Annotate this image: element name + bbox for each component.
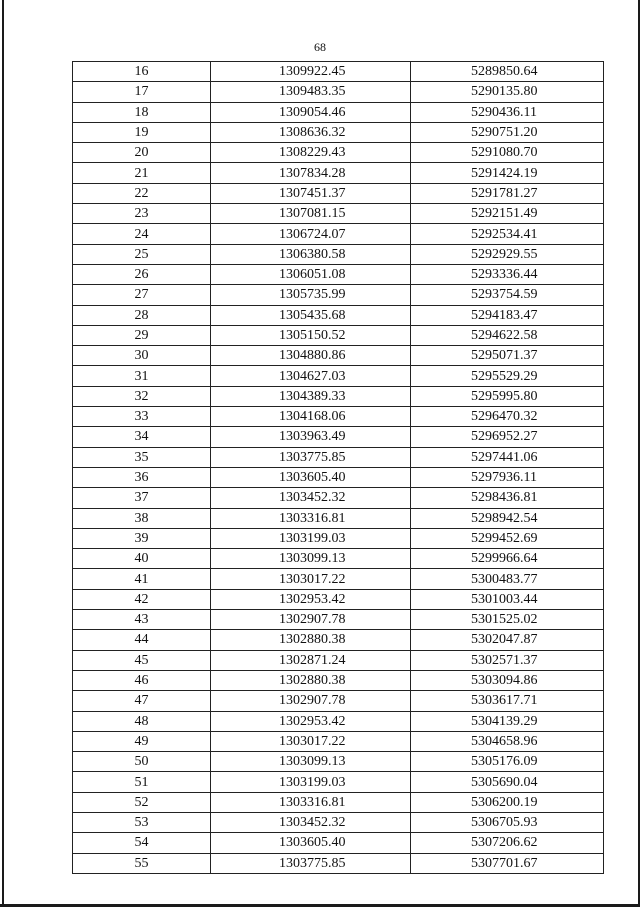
y-coordinate-cell: 5298436.81 [411,488,604,508]
x-coordinate-cell: 1303605.40 [211,467,411,487]
point-number-cell: 20 [73,143,211,163]
x-coordinate-cell: 1303452.32 [211,812,411,832]
x-coordinate-cell: 1304880.86 [211,346,411,366]
table-row [73,305,604,325]
x-coordinate-cell: 1303316.81 [211,508,411,528]
table-row [73,670,604,690]
point-number-cell: 38 [73,508,211,528]
y-coordinate-cell: 5298942.54 [411,508,604,528]
table-row [73,143,604,163]
y-coordinate-cell: 5296952.27 [411,427,604,447]
y-coordinate-cell: 5292929.55 [411,244,604,264]
table-row [73,62,604,82]
point-number-cell: 53 [73,812,211,832]
y-coordinate-cell: 5290436.11 [411,102,604,122]
x-coordinate-cell: 1308636.32 [211,122,411,142]
table-row [73,610,604,630]
x-coordinate-cell: 1304389.33 [211,386,411,406]
y-coordinate-cell: 5303094.86 [411,670,604,690]
x-coordinate-cell: 1306724.07 [211,224,411,244]
y-coordinate-cell: 5297441.06 [411,447,604,467]
x-coordinate-cell: 1307081.15 [211,204,411,224]
y-coordinate-cell: 5296470.32 [411,407,604,427]
y-coordinate-cell: 5297936.11 [411,467,604,487]
y-coordinate-cell: 5301525.02 [411,610,604,630]
y-coordinate-cell: 5299966.64 [411,549,604,569]
x-coordinate-cell: 1309922.45 [211,62,411,82]
x-coordinate-cell: 1303316.81 [211,792,411,812]
point-number-cell: 52 [73,792,211,812]
point-number-cell: 42 [73,589,211,609]
x-coordinate-cell: 1303199.03 [211,772,411,792]
point-number-cell: 49 [73,731,211,751]
point-number-cell: 30 [73,346,211,366]
y-coordinate-cell: 5302571.37 [411,650,604,670]
y-coordinate-cell: 5289850.64 [411,62,604,82]
table-row [73,812,604,832]
point-number-cell: 33 [73,407,211,427]
point-number-cell: 45 [73,650,211,670]
table-row [73,630,604,650]
table-row [73,407,604,427]
y-coordinate-cell: 5295529.29 [411,366,604,386]
table-row [73,285,604,305]
table-row [73,508,604,528]
y-coordinate-cell: 5294622.58 [411,325,604,345]
table-row [73,691,604,711]
point-number-cell: 31 [73,366,211,386]
y-coordinate-cell: 5299452.69 [411,528,604,548]
point-number-cell: 47 [73,691,211,711]
y-coordinate-cell: 5293754.59 [411,285,604,305]
y-coordinate-cell: 5304139.29 [411,711,604,731]
point-number-cell: 29 [73,325,211,345]
point-number-cell: 25 [73,244,211,264]
table-row [73,386,604,406]
coordinates-table [72,61,604,874]
table-row [73,853,604,873]
table-row [73,366,604,386]
x-coordinate-cell: 1303099.13 [211,752,411,772]
x-coordinate-cell: 1309483.35 [211,82,411,102]
table-row [73,244,604,264]
x-coordinate-cell: 1303199.03 [211,528,411,548]
y-coordinate-cell: 5306200.19 [411,792,604,812]
page-border-bottom [0,904,640,907]
y-coordinate-cell: 5306705.93 [411,812,604,832]
x-coordinate-cell: 1302953.42 [211,711,411,731]
y-coordinate-cell: 5301003.44 [411,589,604,609]
point-number-cell: 26 [73,264,211,284]
y-coordinate-cell: 5293336.44 [411,264,604,284]
x-coordinate-cell: 1302880.38 [211,670,411,690]
x-coordinate-cell: 1303775.85 [211,853,411,873]
page-number: 68 [314,40,326,54]
point-number-cell: 34 [73,427,211,447]
point-number-cell: 32 [73,386,211,406]
point-number-cell: 41 [73,569,211,589]
point-number-cell: 16 [73,62,211,82]
y-coordinate-cell: 5292151.49 [411,204,604,224]
x-coordinate-cell: 1305735.99 [211,285,411,305]
y-coordinate-cell: 5290751.20 [411,122,604,142]
y-coordinate-cell: 5295071.37 [411,346,604,366]
y-coordinate-cell: 5291781.27 [411,183,604,203]
table-row [73,325,604,345]
y-coordinate-cell: 5291424.19 [411,163,604,183]
point-number-cell: 28 [73,305,211,325]
table-row [73,467,604,487]
x-coordinate-cell: 1304627.03 [211,366,411,386]
x-coordinate-cell: 1302953.42 [211,589,411,609]
point-number-cell: 48 [73,711,211,731]
point-number-cell: 19 [73,122,211,142]
table-row [73,488,604,508]
x-coordinate-cell: 1307451.37 [211,183,411,203]
table-row [73,549,604,569]
point-number-cell: 35 [73,447,211,467]
table-row [73,731,604,751]
point-number-cell: 22 [73,183,211,203]
table-row [73,650,604,670]
coordinates-table-body [73,62,604,874]
table-row [73,772,604,792]
table-row [73,447,604,467]
y-coordinate-cell: 5303617.71 [411,691,604,711]
point-number-cell: 18 [73,102,211,122]
table-row [73,528,604,548]
y-coordinate-cell: 5290135.80 [411,82,604,102]
x-coordinate-cell: 1303775.85 [211,447,411,467]
table-row [73,792,604,812]
x-coordinate-cell: 1303452.32 [211,488,411,508]
point-number-cell: 50 [73,752,211,772]
x-coordinate-cell: 1306051.08 [211,264,411,284]
point-number-cell: 43 [73,610,211,630]
table-row [73,569,604,589]
x-coordinate-cell: 1306380.58 [211,244,411,264]
x-coordinate-cell: 1307834.28 [211,163,411,183]
table-row [73,163,604,183]
point-number-cell: 27 [73,285,211,305]
y-coordinate-cell: 5305176.09 [411,752,604,772]
point-number-cell: 23 [73,204,211,224]
table-row [73,204,604,224]
point-number-cell: 36 [73,467,211,487]
x-coordinate-cell: 1305435.68 [211,305,411,325]
y-coordinate-cell: 5307206.62 [411,833,604,853]
y-coordinate-cell: 5291080.70 [411,143,604,163]
table-row [73,82,604,102]
table-row [73,102,604,122]
point-number-cell: 39 [73,528,211,548]
point-number-cell: 51 [73,772,211,792]
point-number-cell: 46 [73,670,211,690]
table-row [73,752,604,772]
table-row [73,122,604,142]
y-coordinate-cell: 5302047.87 [411,630,604,650]
page-border-left [2,0,4,905]
y-coordinate-cell: 5305690.04 [411,772,604,792]
table-row [73,264,604,284]
point-number-cell: 17 [73,82,211,102]
x-coordinate-cell: 1303963.49 [211,427,411,447]
x-coordinate-cell: 1302907.78 [211,610,411,630]
x-coordinate-cell: 1309054.46 [211,102,411,122]
y-coordinate-cell: 5294183.47 [411,305,604,325]
table-row [73,711,604,731]
point-number-cell: 44 [73,630,211,650]
y-coordinate-cell: 5304658.96 [411,731,604,751]
point-number-cell: 37 [73,488,211,508]
x-coordinate-cell: 1303605.40 [211,833,411,853]
y-coordinate-cell: 5292534.41 [411,224,604,244]
table-row [73,427,604,447]
x-coordinate-cell: 1302871.24 [211,650,411,670]
x-coordinate-cell: 1303017.22 [211,731,411,751]
table-row [73,183,604,203]
table-row [73,346,604,366]
x-coordinate-cell: 1308229.43 [211,143,411,163]
point-number-cell: 21 [73,163,211,183]
x-coordinate-cell: 1302907.78 [211,691,411,711]
point-number-cell: 40 [73,549,211,569]
y-coordinate-cell: 5295995.80 [411,386,604,406]
x-coordinate-cell: 1302880.38 [211,630,411,650]
x-coordinate-cell: 1305150.52 [211,325,411,345]
table-row [73,833,604,853]
point-number-cell: 54 [73,833,211,853]
table-row [73,224,604,244]
y-coordinate-cell: 5300483.77 [411,569,604,589]
x-coordinate-cell: 1303099.13 [211,549,411,569]
point-number-cell: 24 [73,224,211,244]
y-coordinate-cell: 5307701.67 [411,853,604,873]
x-coordinate-cell: 1303017.22 [211,569,411,589]
table-row [73,589,604,609]
x-coordinate-cell: 1304168.06 [211,407,411,427]
point-number-cell: 55 [73,853,211,873]
